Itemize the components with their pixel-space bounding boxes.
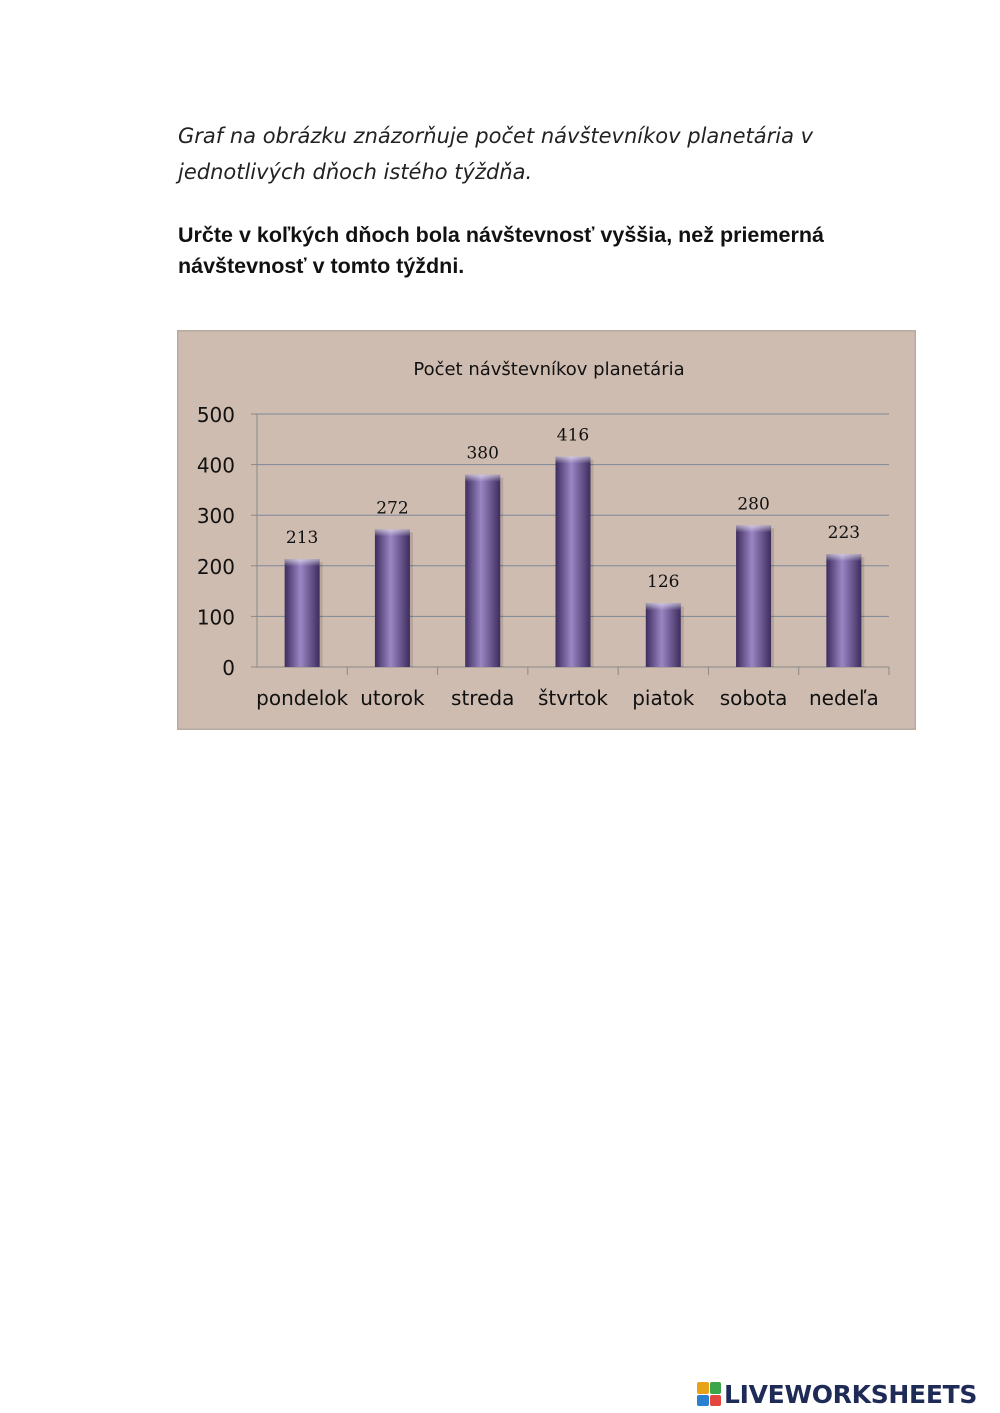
data-label: 126	[647, 572, 680, 593]
x-tick-label: streda	[451, 686, 515, 710]
bar-0	[285, 559, 323, 667]
liveworksheets-logo-icon	[697, 1382, 721, 1406]
data-label: 213	[285, 528, 319, 549]
x-tick-label: pondelok	[256, 686, 349, 710]
bar-rect	[556, 457, 591, 667]
y-tick-label: 500	[196, 403, 235, 427]
question-text: Určte v koľkých dňoch bola návštevnosť vyššia, než priemerná návštevnosť v tomto týždni.	[178, 223, 824, 278]
bar-6	[826, 554, 864, 667]
x-tick-label: štvrtok	[538, 686, 608, 710]
y-tick-label: 300	[196, 504, 235, 529]
data-label: 380	[466, 443, 499, 464]
data-label: 272	[376, 498, 409, 519]
bar-chart-svg	[177, 330, 916, 730]
y-tick-label: 400	[196, 453, 235, 478]
bar-rect	[826, 554, 861, 667]
bar-highlight	[556, 457, 591, 464]
intro-text: Graf na obrázku znázorňuje počet návštevníkov planetária v jednotlivých dňoch istého týždňa.	[178, 124, 814, 184]
bar-rect	[465, 475, 500, 667]
bar-highlight	[375, 529, 410, 536]
x-tick-label: piatok	[632, 686, 695, 710]
brand-name: LIVEWORKSHEETS	[724, 1379, 978, 1409]
liveworksheets-logo	[697, 1378, 977, 1410]
x-tick-label: sobota	[719, 686, 788, 710]
bar-4	[646, 603, 684, 667]
bar-highlight	[826, 554, 861, 561]
y-tick-label: 200	[196, 554, 235, 579]
data-label: 416	[556, 425, 590, 446]
y-tick-label: 0	[222, 656, 235, 680]
bar-highlight	[285, 559, 320, 566]
bar-2	[465, 475, 503, 667]
chart-title: Počet návštevníkov planetária	[413, 359, 685, 380]
bar-rect	[285, 559, 320, 667]
data-label: 280	[737, 494, 770, 515]
bar-highlight	[646, 603, 681, 610]
bar-rect	[736, 525, 771, 667]
data-label: 223	[827, 523, 861, 544]
bar-rect	[646, 603, 681, 667]
y-tick-label: 100	[196, 605, 235, 630]
bar-rect	[375, 529, 410, 667]
bar-3	[556, 457, 594, 667]
bar-highlight	[736, 525, 771, 532]
bar-chart	[177, 330, 916, 730]
x-tick-label: nedeľa	[808, 686, 879, 710]
bar-5	[736, 525, 774, 667]
x-tick-label: utorok	[360, 686, 425, 710]
bar-1	[375, 529, 413, 667]
bar-highlight	[465, 475, 500, 482]
